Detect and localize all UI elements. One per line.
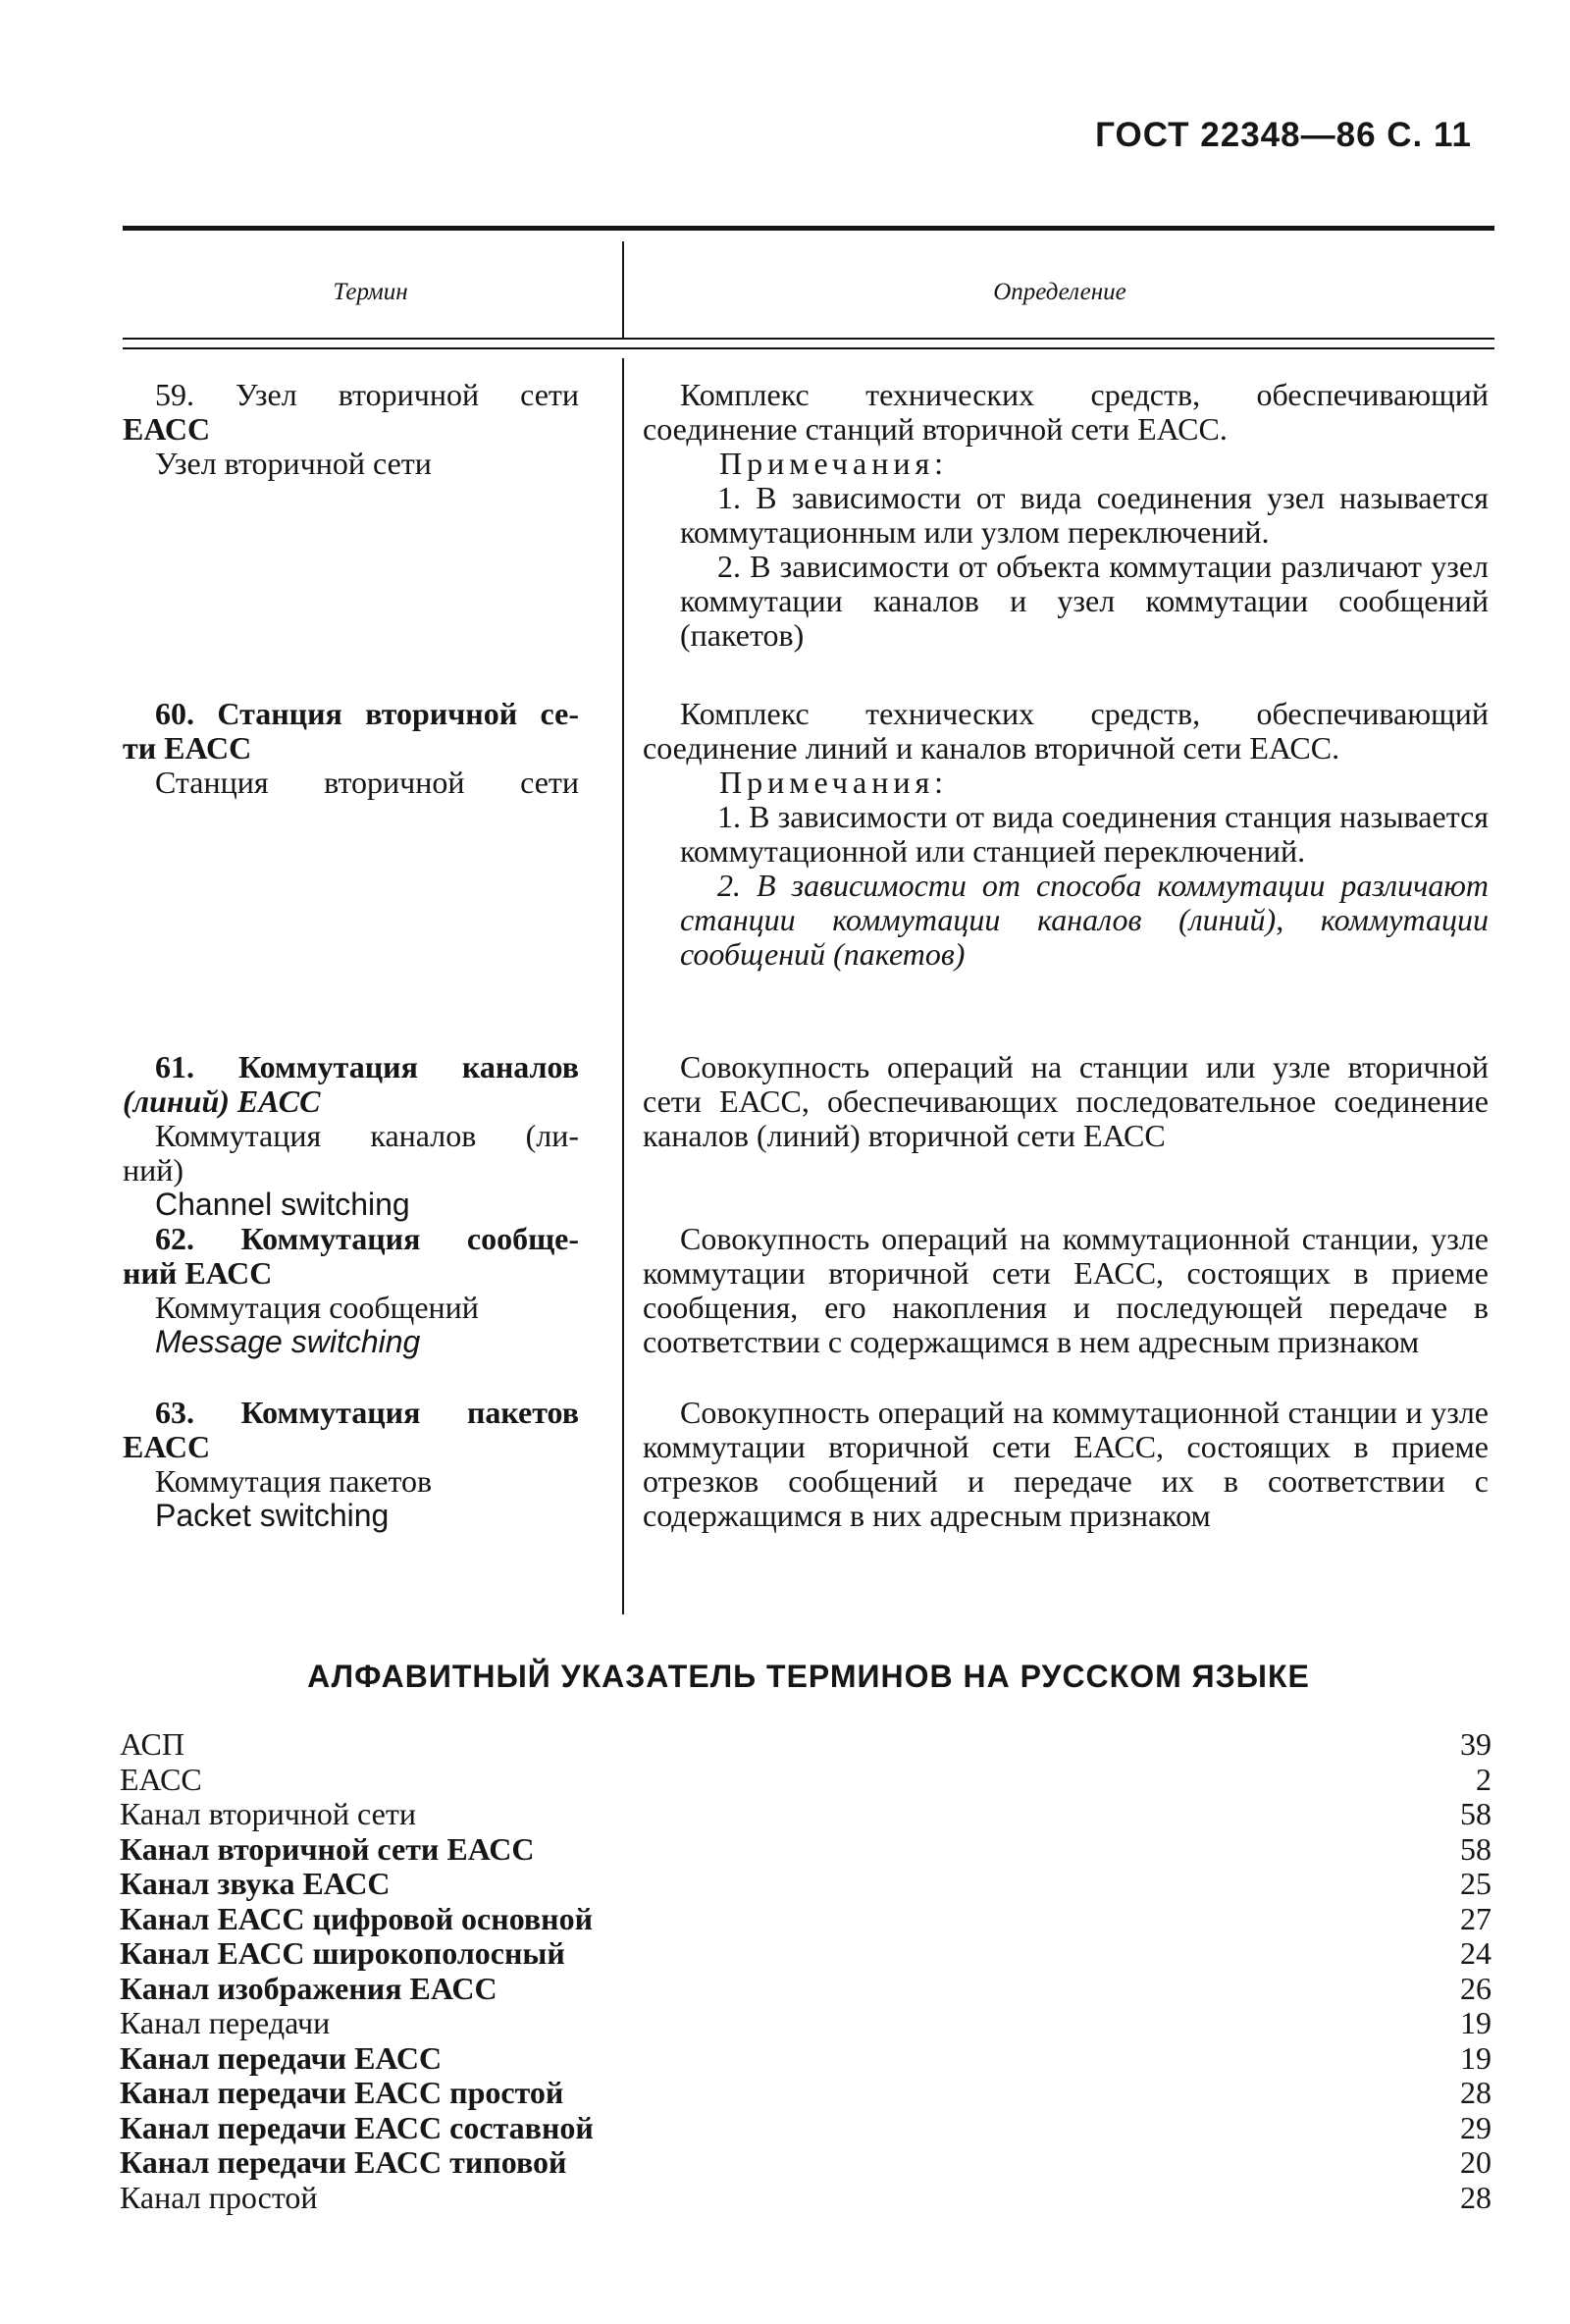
column-header-term: Термин <box>333 279 408 305</box>
term-59-line-2: ЕАСС <box>123 411 211 447</box>
index-page-number: 39 <box>1460 1726 1492 1762</box>
index-term: Канал передачи ЕАСС простой <box>120 2075 564 2110</box>
definition-63-text: Совокупность операций на коммутационной станции и узле коммутации вторичной сети ЕАСС, состоящих в приеме отрезков сообщений и передаче их в соответствии с содержащимся в них адресным признаком <box>643 1395 1489 1533</box>
index-row <box>120 1902 1492 1937</box>
definition-59-note-2: 2. В зависимости от объекта коммутации различают узел коммутации каналов и узел коммутации сообщений (пакетов) <box>680 549 1489 653</box>
term-61-synonym-2: ний) <box>123 1152 184 1188</box>
term-62-line-1: 62. Коммутация сообще- <box>155 1221 579 1256</box>
index-page-number: 19 <box>1460 2039 1492 2076</box>
index-term: Канал простой <box>120 2179 318 2215</box>
index-page-number: 25 <box>1460 1866 1492 1901</box>
index-page-number: 58 <box>1460 1830 1492 1867</box>
term-60 <box>123 697 579 800</box>
index-title: АЛФАВИТНЫЙ УКАЗАТЕЛЬ ТЕРМИНОВ НА РУССКОМ ЯЗЫКЕ <box>307 1659 1310 1694</box>
term-61-line-1: 61. Коммутация каналов <box>155 1049 579 1084</box>
index-row <box>120 2181 1492 2216</box>
index-term: Канал ЕАСС цифровой основной <box>120 1900 594 1936</box>
definition-60-note-2: 2. В зависимости от способа коммутации различают станции коммутации каналов (линий), коммутации сообщений (пакетов) <box>680 868 1489 972</box>
definition-59-note-1: 1. В зависимости от вида соединения узел называется коммутационным или узлом переключений. <box>680 480 1489 550</box>
index-page-number: 28 <box>1460 2075 1492 2110</box>
term-63-synonym: Коммутация пакетов <box>155 1463 433 1499</box>
term-63-line-2: ЕАСС <box>123 1429 211 1464</box>
index-row <box>120 2111 1492 2146</box>
index-term: Канал передачи ЕАСС <box>120 2039 443 2076</box>
term-60-line-2: ти ЕАСС <box>123 730 252 766</box>
index-row <box>120 1867 1492 1902</box>
table-header-rule <box>123 338 1494 340</box>
index-term: Канал ЕАСС широкополосный <box>120 1935 565 1971</box>
term-60-synonym: Станция вторичной сети <box>155 765 579 800</box>
column-header-definition: Определение <box>993 279 1126 305</box>
term-61-synonym-1: Коммутация каналов (ли- <box>155 1118 579 1153</box>
index-row <box>120 1797 1492 1832</box>
definition-61 <box>643 1050 1489 1153</box>
index-page-number: 26 <box>1460 1970 1492 2006</box>
term-62-english: Message switching <box>155 1324 421 1359</box>
index-term: Канал изображения ЕАСС <box>120 1970 497 2006</box>
index-page-number: 27 <box>1460 1900 1492 1936</box>
index-row <box>120 1727 1492 1763</box>
index-page-number: 19 <box>1460 2005 1492 2040</box>
index-term: Канал передачи <box>120 2005 331 2040</box>
definition-63 <box>643 1396 1489 1533</box>
definition-62 <box>643 1222 1489 1359</box>
index-term: Канал вторичной сети <box>120 1796 416 1831</box>
index-row <box>120 1936 1492 1972</box>
index-row <box>120 1763 1492 1798</box>
index-row <box>120 2006 1492 2041</box>
table-top-rule <box>123 226 1494 231</box>
index-page-number: 28 <box>1460 2179 1492 2215</box>
index-row <box>120 1832 1492 1868</box>
index-row <box>120 1972 1492 2007</box>
index-term: Канал передачи ЕАСС составной <box>120 2109 594 2145</box>
term-63-line-1: 63. Коммутация пакетов <box>155 1395 579 1430</box>
term-61-english: Channel switching <box>155 1187 410 1222</box>
index-term: ЕАСС <box>120 1761 202 1797</box>
definition-59-notes-label: Примечания: <box>719 446 949 481</box>
index-page-number: 20 <box>1460 2144 1492 2180</box>
table-header-rule-2 <box>123 347 1494 349</box>
index-page-number: 29 <box>1460 2109 1492 2145</box>
definition-59 <box>643 378 1489 653</box>
definition-60-note-1: 1. В зависимости от вида соединения станция называется коммутационной или станцией переключений. <box>680 799 1489 869</box>
term-63-english: Packet switching <box>155 1498 390 1533</box>
column-divider-head <box>622 241 624 338</box>
definition-62-text: Совокупность операций на коммутационной станции, узле коммутации вторичной сети ЕАСС, состоящих в приеме сообщения, его накопления и последующей передаче в соответствии с содержащимся в нем адресным признаком <box>643 1221 1489 1359</box>
definition-59-text: Комплекс технических средств, обеспечивающий соединение станций вторичной сети ЕАСС. <box>643 377 1489 447</box>
index-term: Канал передачи ЕАСС типовой <box>120 2144 567 2180</box>
definition-60 <box>643 697 1489 972</box>
definition-60-text: Комплекс технических средств, обеспечивающий соединение линий и каналов вторичной сети ЕАСС. <box>643 696 1489 766</box>
index-row <box>120 2076 1492 2111</box>
index-term: АСП <box>120 1726 184 1762</box>
index-page-number: 2 <box>1476 1761 1492 1797</box>
definition-60-notes-label: Примечания: <box>719 765 949 800</box>
index-term: Канал звука ЕАСС <box>120 1866 391 1901</box>
index-page-number: 58 <box>1460 1796 1492 1831</box>
term-59-synonym: Узел вторичной сети <box>155 446 432 481</box>
term-62 <box>123 1222 579 1359</box>
index-row <box>120 2145 1492 2181</box>
term-60-line-1: 60. Станция вторичной се- <box>155 696 579 731</box>
index-page-number: 24 <box>1460 1935 1492 1971</box>
term-59-line-1: 59. Узел вторичной сети <box>155 377 579 412</box>
definition-61-text: Совокупность операций на станции или узле вторичной сети ЕАСС, обеспечивающих последовательное соединение каналов (линий) вторичной сети ЕАСС <box>643 1049 1489 1153</box>
term-62-line-2: ний ЕАСС <box>123 1255 273 1291</box>
index-term: Канал вторичной сети ЕАСС <box>120 1830 535 1867</box>
index-row <box>120 2041 1492 2077</box>
term-61 <box>123 1050 579 1222</box>
column-divider-body <box>622 358 624 1614</box>
page-header: ГОСТ 22348—86 С. 11 <box>1095 116 1472 154</box>
term-61-line-2: (линий) ЕАСС <box>123 1083 321 1119</box>
term-59 <box>123 378 579 481</box>
term-62-synonym: Коммутация сообщений <box>155 1290 479 1325</box>
term-63 <box>123 1396 579 1533</box>
term-index <box>120 1727 1492 2215</box>
